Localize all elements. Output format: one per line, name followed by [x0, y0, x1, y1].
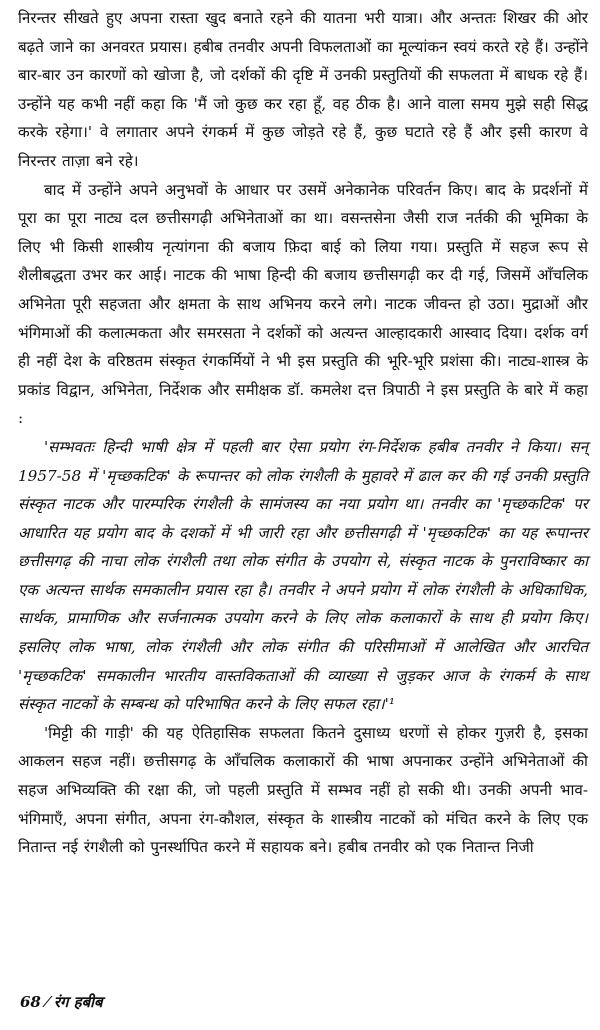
paragraph-1: निरन्तर सीखते हुए अपना रास्ता खुद बनाते रहने की यातना भरी यात्रा। और अन्ततः शिखर की ओर बढ़ते जाने का अनवरत प्रयास। हबीब तनवीर अपनी विफलताओं का मूल्यांकन स्वयं करते रहे हैं। उन्होंने बार-बार उन कारणों को खोजा है, जो दर्शकों की दृष्टि में उनकी प्रस्तुतियों की सफलता में बाधक रहे हैं। उन्होंने यह कभी नहीं कहा कि 'मैं जो कुछ कर रहा हूँ, वह ठीक है। आने वाला समय मुझे सही सिद्ध करके रहेगा।' वे लगातार अपने रंगकर्म में कुछ जोड़ते रहे हैं, कुछ घटाते रहे हैं और इसी कारण वे निरन्तर ताज़ा बने रहे।	[18, 9, 588, 170]
paragraph-2: बाद में उन्होंने अपने अनुभवों के आधार पर उसमें अनेकानेक परिवर्तन किए। बाद के प्रदर्शनों में पूरा का पूरा नाट्य दल छत्तीसगढ़ी अभिनेताओं का था। वसन्तसेना जैसी राज नर्तकी की भूमिका के लिए भी किसी शास्त्रीय नृत्यांगना की बजाय फ़िदा बाई को लिया गया। प्रस्तुति में सहज रूप से शैलीबद्धता उभर कर आई। नाटक की भाषा हिन्दी की बजाय छत्तीसगढ़ी कर दी गई, जिसमें आँचलिक अभिनेता पूरी सहजता और क्षमता के साथ अभिनय करने लगे। नाटक जीवन्त हो उठा। मुद्राओं और भंगिमाओं की कलात्मकता और समरसता ने दर्शकों को अत्यन्त आल्हादकारी आस्वाद दिया। दर्शक वर्ग ही नहीं देश के वरिष्ठतम संस्कृत रंगकर्मियों ने भी इस प्रस्तुति की भूरि-भूरि प्रशंसा की। नाट्य-शास्त्र के प्रकांड विद्वान, अभिनेता, निर्देशक और समीक्षक डॉ. कमलेश दत्त त्रिपाठी ने इस प्रस्तुति के बारे में कहा :	[18, 180, 588, 428]
paragraph-3: 'मिट्टी की गाड़ी' की यह ऐतिहासिक सफलता कितने दुसाध्य धरणों से होकर गुज़री है, इसका आकलन सहज नहीं। छत्तीसगढ़ के आँचलिक कलाकारों की भाषा अपनाकर उन्होंने अभिनेताओं की सहज अभिव्यक्ति की रक्षा की, जो पहली प्रस्तुति में सम्भव नहीं हो सकी थी। उनकी अपनी भाव-भंगिमाएँ, अपना संगीत, अपना रंग-कौशल, संस्कृत के शास्त्रीय नाटकों को मंचित करने के लिए एक नितान्त नई रंगशैली को पुनर्स्थापित करने में सहायक बने। हबीब तनवीर को एक नितान्त निजी	[18, 723, 588, 857]
block-quote: 'सम्भवतः हिन्दी भाषी क्षेत्र में पहली बार ऐसा प्रयोग रंग-निर्देशक हबीब तनवीर ने किया। सन् 1957-58 में 'मृच्छकटिक' के रूपान्तर को लोक रंगशैली के मुहावरे में ढाल कर की गई उनकी प्रस्तुति संस्कृत नाटक और पारम्परिक रंगशैली के सामंजस्य का नया प्रयोग था। तनवीर का 'मृच्छकटिक' पर आधारित यह प्रयोग बाद के दशकों में भी जारी रहा और छत्तीसगढ़ी में 'मृच्छकटिक' का यह रूपान्तर छत्तीसगढ़ की नाचा लोक रंगशैली तथा लोक संगीत के उपयोग से, संस्कृत नाटक के पुनराविष्कार का एक अत्यन्त सार्थक समकालीन प्रयास रहा है। तनवीर ने अपने प्रयोग में लोक रंगशैली के अधिकाधिक, सार्थक, प्रामाणिक और सर्जनात्मक उपयोग करने के लिए लोक कलाकारों के साथ ही प्रयोग किए। इसलिए लोक भाषा, लोक रंगशैली और लोक संगीत की परिसीमाओं में आलेखित और आरचित 'मृच्छकटिक' समकालीन भारतीय वास्तविकताओं की व्याख्या से जुड़कर आज के रंगकर्म के साथ संस्कृत नाटकों के सम्बन्ध को परिभाषित करने के लिए सफल रहा।'¹	[18, 437, 588, 714]
page-footer: 68 ⁄ रंग हबीब	[20, 993, 103, 1011]
